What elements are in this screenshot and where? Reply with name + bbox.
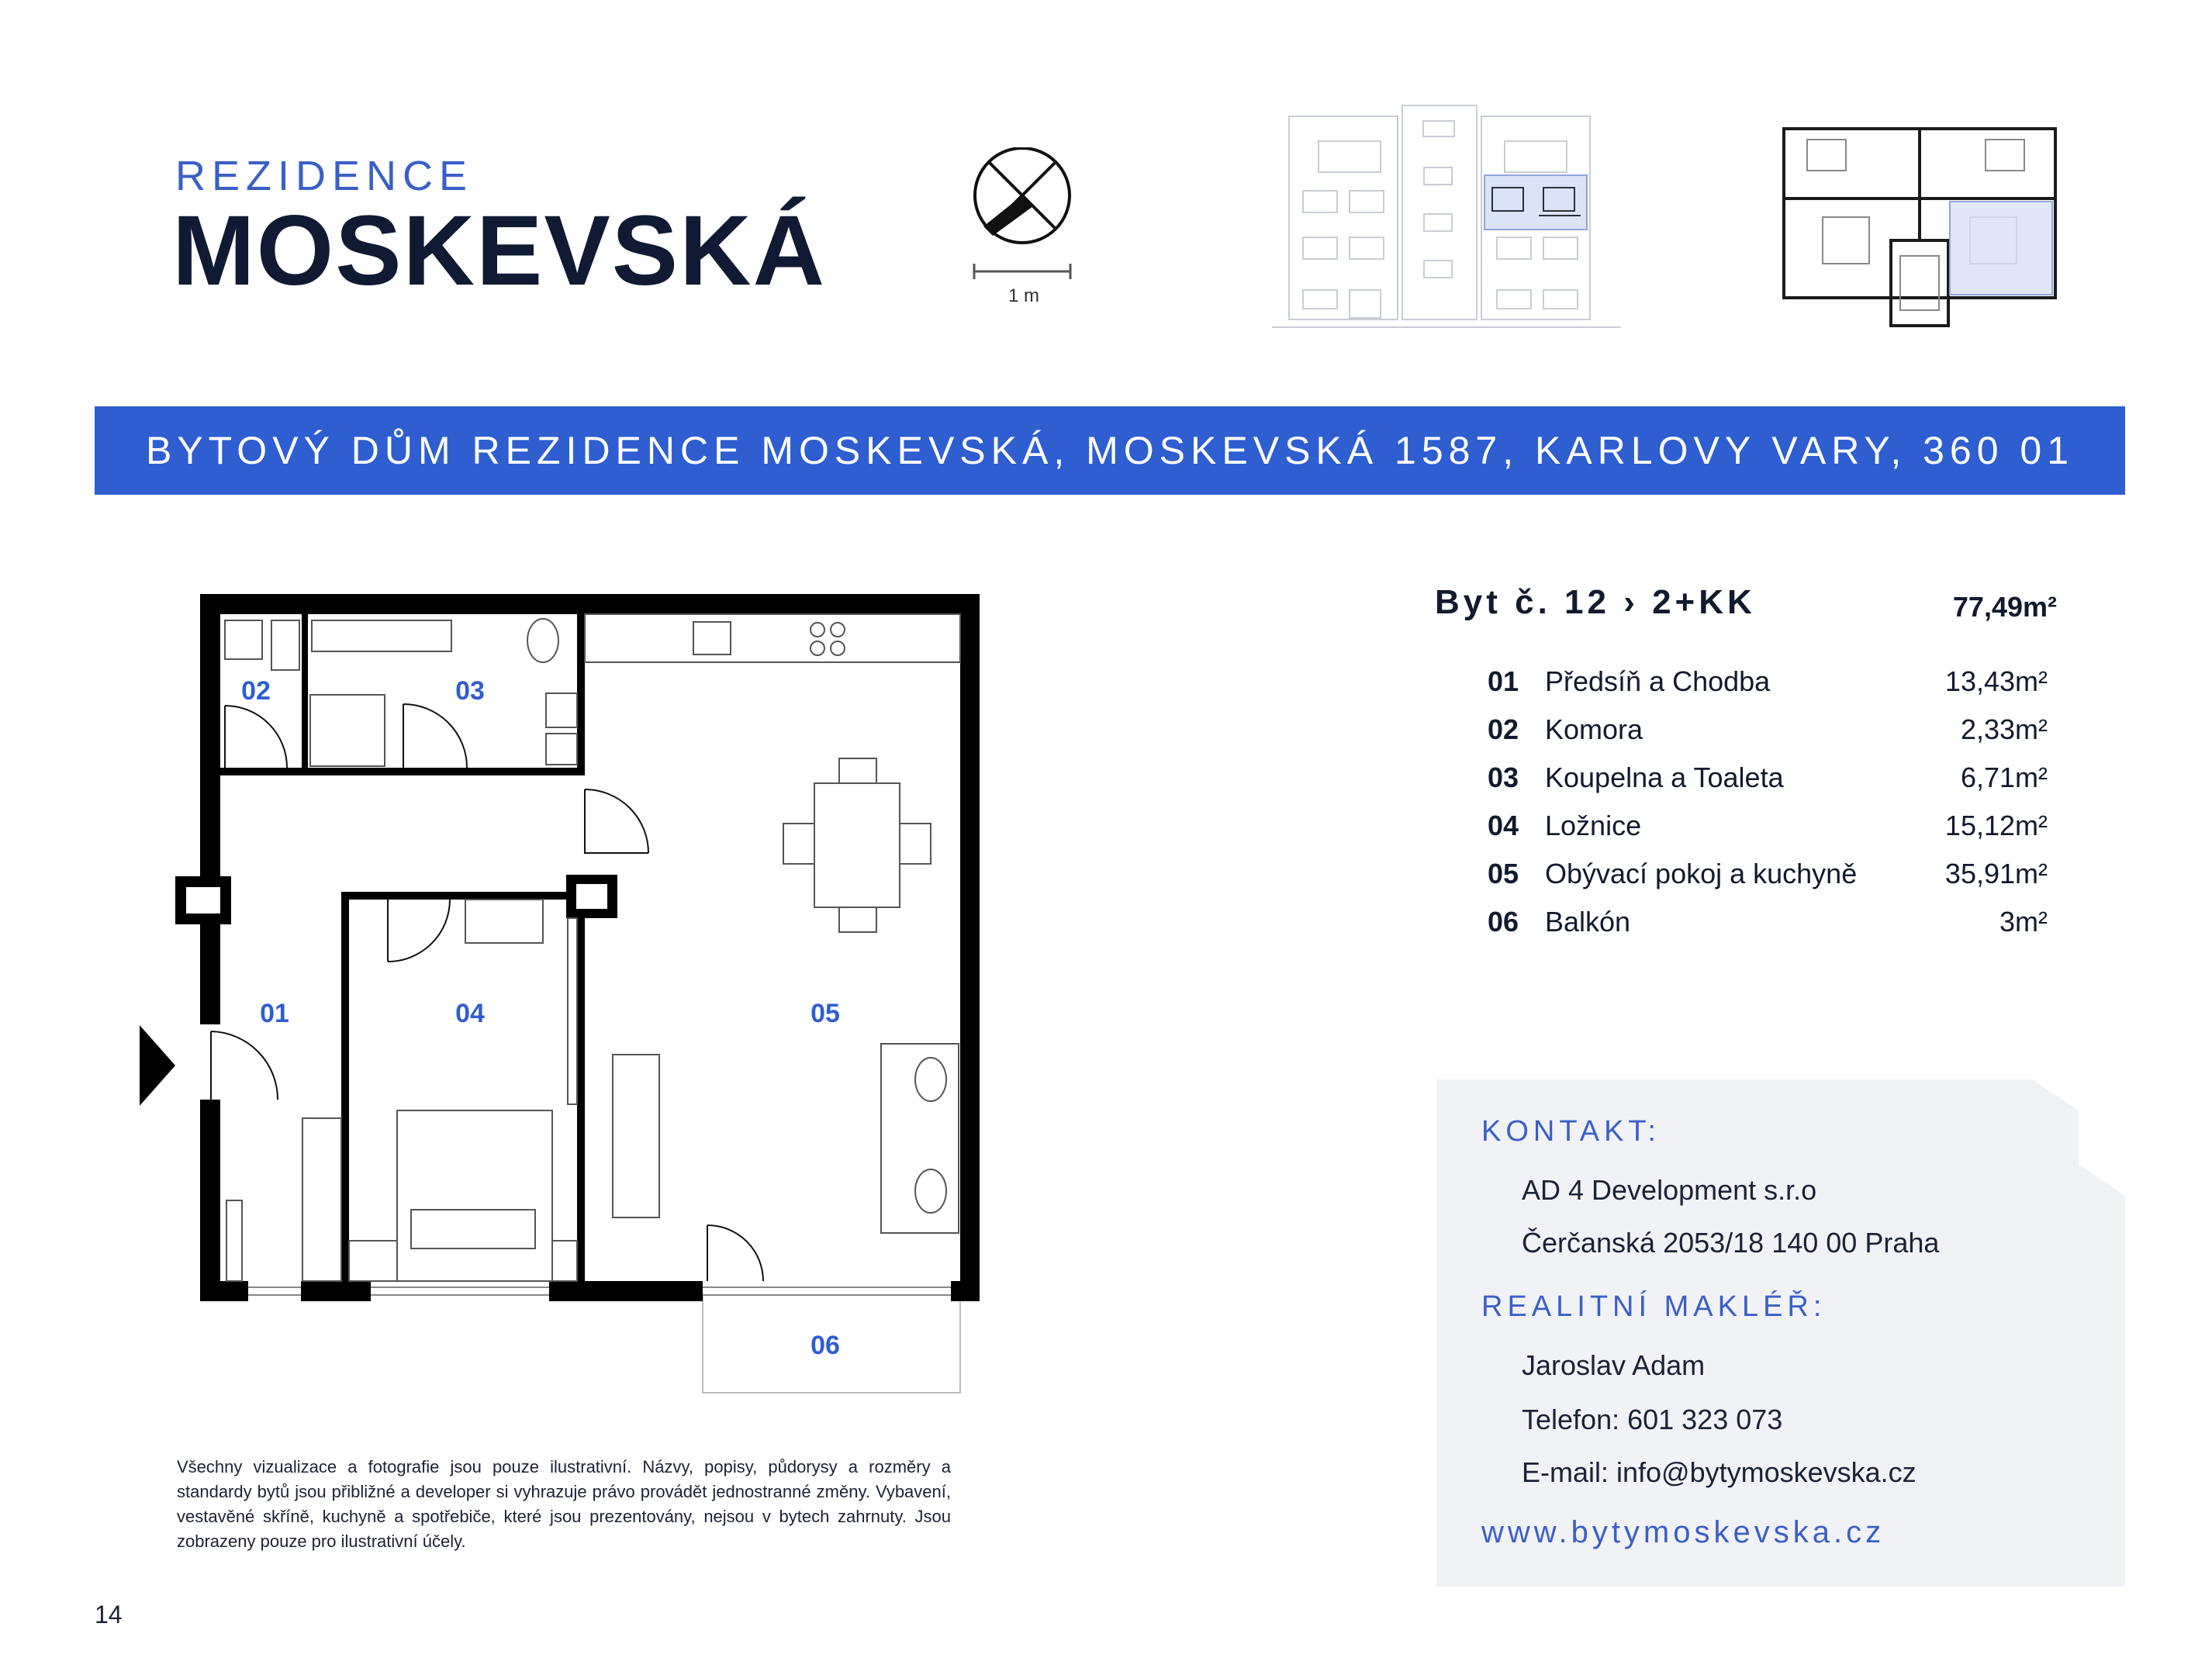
- facade-image: [1272, 98, 1621, 330]
- contact-company: AD 4 Development s.r.o: [1522, 1174, 1817, 1206]
- room-label-02: 02: [241, 676, 271, 706]
- room-name: Předsíň a Chodba: [1545, 665, 1771, 697]
- room-area: 2,33m²: [1960, 713, 2048, 745]
- disclaimer-text: Všechny vizualizace a fotografie jsou pouze ilustrativní. Názvy, popisy, půdorysy a rozměry a standardy bytů jsou přibližné a developer si vyhrazuje právo provádět jednostranné změny. Vybavení, vestavěné skříně, kuchyně a spotřebiče, které jsou prezentovány, nejsou v bytech zahrnuty. Jsou zobrazeny pouze pro ilustrativní účely.: [177, 1457, 951, 1551]
- room-name: Obývací pokoj a kuchyně: [1545, 858, 1858, 889]
- page-number: 14: [95, 1601, 123, 1628]
- room-number: 03: [1487, 762, 1519, 793]
- room-row: [1458, 858, 2048, 904]
- room-row: [1458, 713, 2048, 760]
- website-link[interactable]: www.bytymoskevska.cz: [1481, 1515, 1885, 1549]
- agent-phone[interactable]: Telefon: 601 323 073: [1522, 1404, 1783, 1435]
- room-name: Ložnice: [1545, 810, 1642, 841]
- scale-label: 1 m: [1007, 285, 1039, 306]
- room-number: 04: [1487, 810, 1519, 841]
- floor-plan: [132, 585, 1001, 1407]
- apartment-title: Byt č. 12 › 2+KK: [1435, 583, 1756, 621]
- address-banner: BYTOVÝ DŮM REZIDENCE MOSKEVSKÁ, MOSKEVSKÁ 1587, KARLOVY VARY, 360 01: [95, 406, 2125, 495]
- room-name: Balkón: [1545, 906, 1631, 938]
- room-label-01: 01: [260, 999, 289, 1028]
- room-row: [1458, 906, 2048, 952]
- entrance-arrow-icon: [140, 1025, 178, 1106]
- agent-name: Jaroslav Adam: [1522, 1349, 1706, 1381]
- room-label-04: 04: [455, 999, 485, 1028]
- room-area: 15,12m²: [1944, 810, 2048, 841]
- room-label-05: 05: [810, 999, 840, 1028]
- contact-heading: KONTAKT:: [1481, 1115, 1661, 1148]
- room-label-06: 06: [810, 1331, 840, 1360]
- floor-keyplan-image: [1776, 124, 2063, 333]
- room-number: 06: [1487, 906, 1519, 938]
- room-number: 02: [1487, 713, 1519, 745]
- room-row: [1458, 665, 2048, 712]
- contact-address: Čerčanská 2053/18 140 00 Praha: [1522, 1227, 1940, 1259]
- room-area: 13,43m²: [1944, 665, 2048, 697]
- apartment-total-area: 77,49m²: [1952, 591, 2057, 623]
- room-label-03: 03: [455, 676, 485, 706]
- agent-heading: REALITNÍ MAKLÉŘ:: [1481, 1290, 1827, 1323]
- room-area: 35,91m²: [1944, 858, 2048, 889]
- room-name: Koupelna a Toaleta: [1545, 762, 1784, 793]
- room-area: 6,71m²: [1960, 762, 2048, 793]
- brand-title: MOSKEVSKÁ: [172, 195, 826, 306]
- contact-panel-corner: [1986, 1079, 2125, 1196]
- room-number: 01: [1487, 665, 1519, 697]
- brand-subtitle: REZIDENCE: [175, 153, 474, 199]
- room-row: [1458, 762, 2048, 808]
- room-row: [1458, 810, 2048, 856]
- agent-email[interactable]: E-mail: info@bytymoskevska.cz: [1522, 1456, 1916, 1488]
- room-name: Komora: [1545, 713, 1643, 745]
- room-area: 3m²: [1999, 906, 2048, 938]
- room-number: 05: [1487, 858, 1519, 889]
